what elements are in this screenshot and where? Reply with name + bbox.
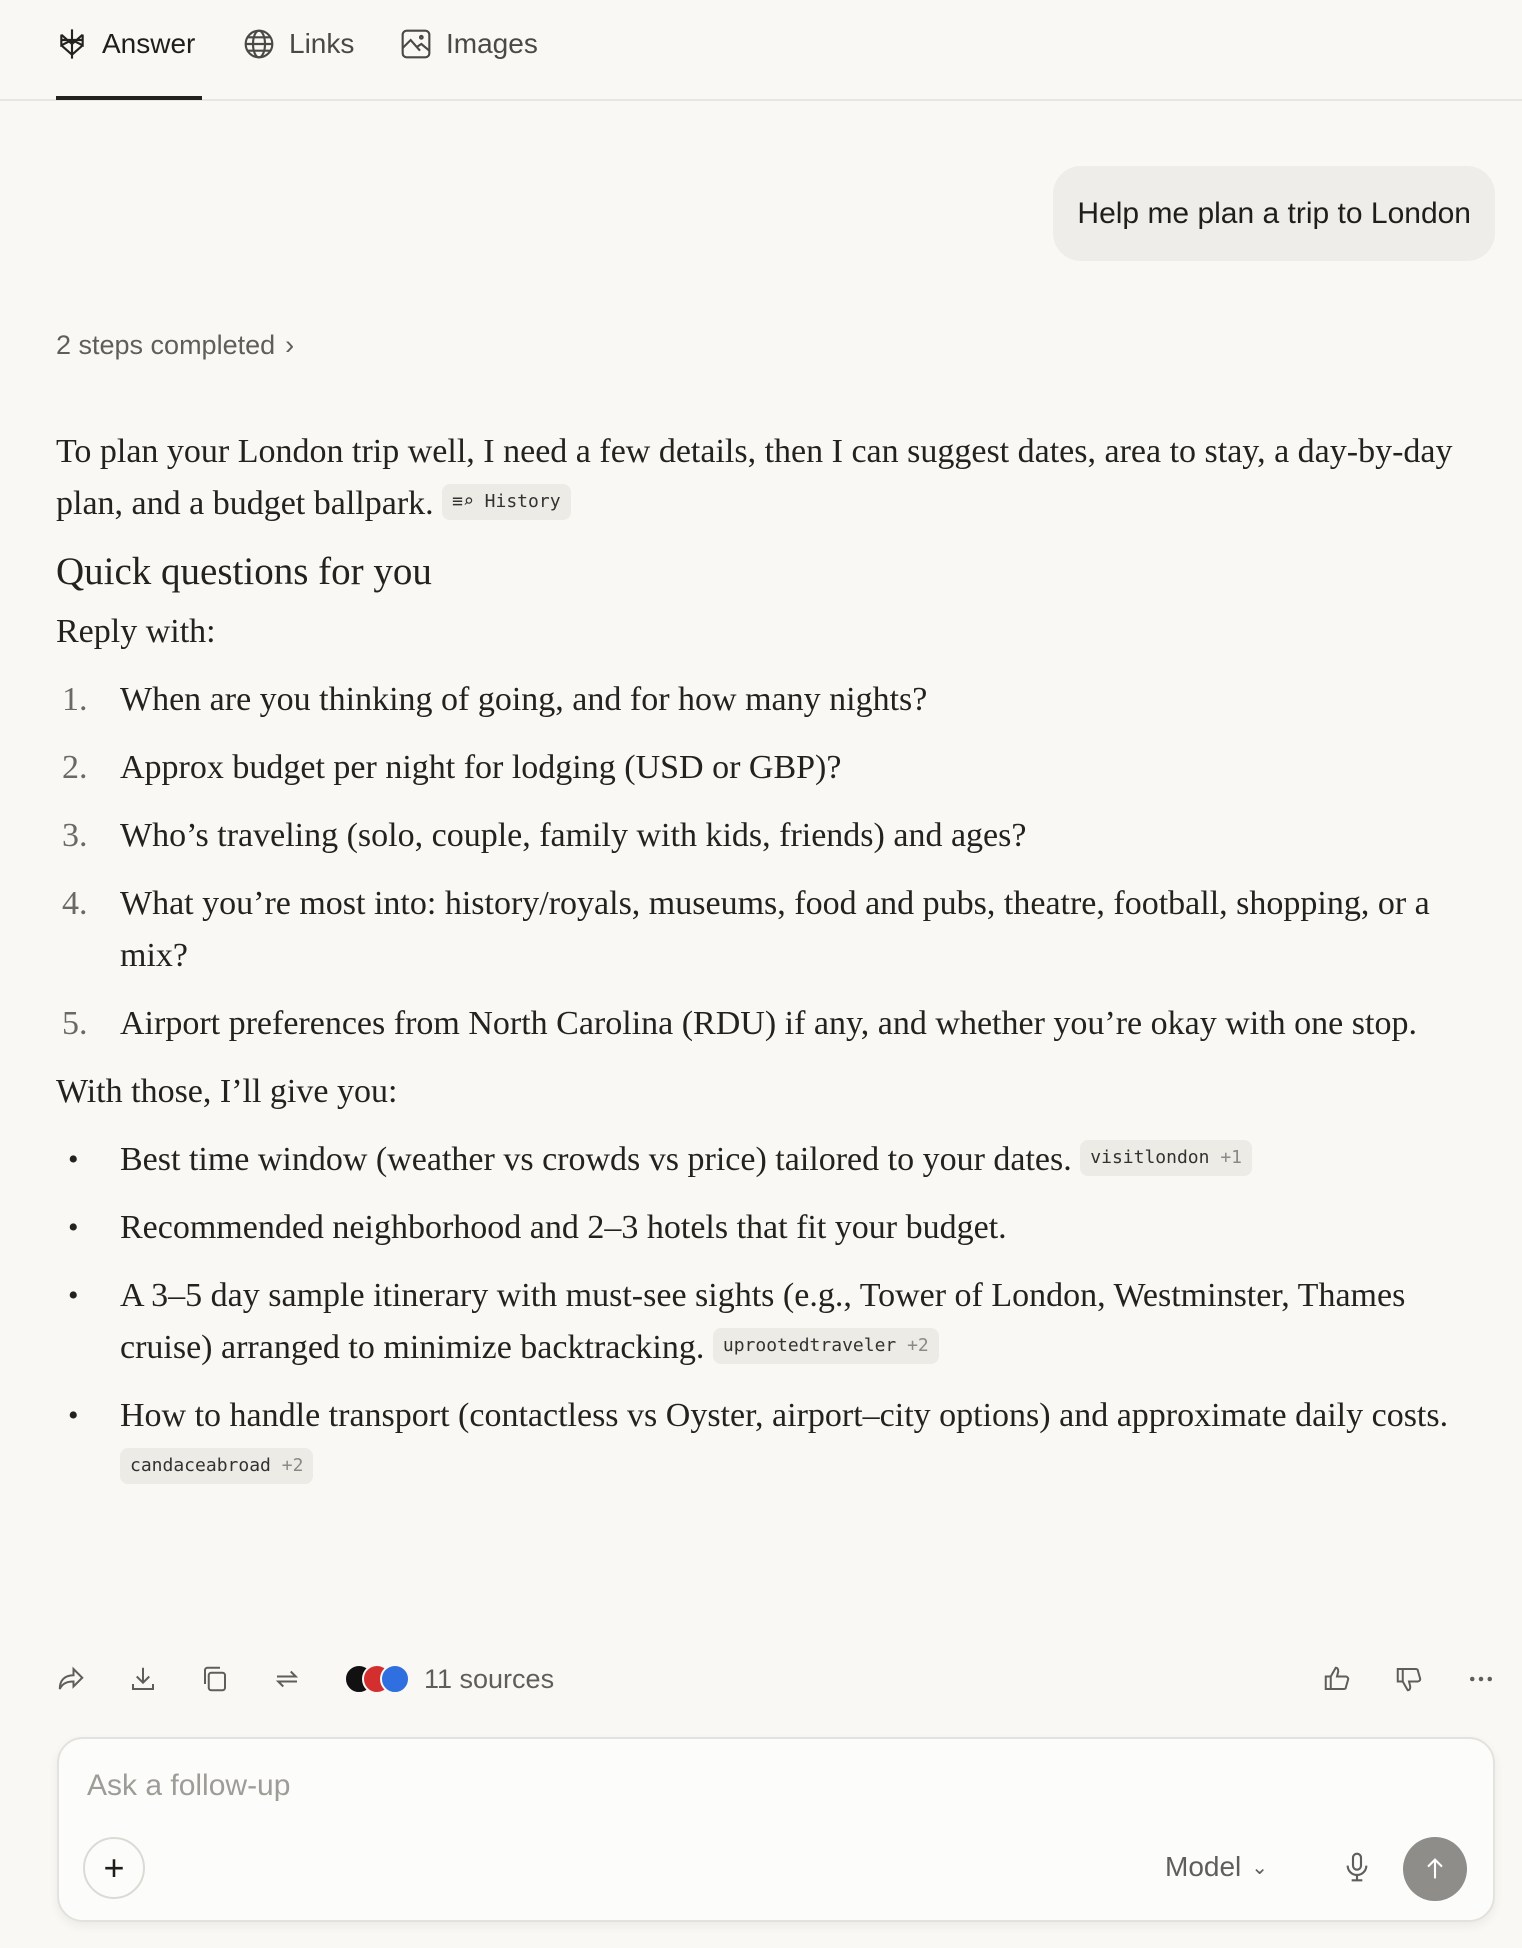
sources-button[interactable] (344, 1664, 554, 1695)
arrow-up-icon (1421, 1855, 1449, 1883)
model-label: Model (1165, 1851, 1242, 1882)
citation-chip[interactable] (1080, 1140, 1252, 1176)
question-item (56, 742, 1496, 794)
bullet-item (56, 1390, 1496, 1494)
answer-content (56, 426, 1496, 1510)
sources-label: 11 sources (424, 1663, 555, 1694)
download-icon[interactable] (128, 1664, 158, 1694)
active-tab-indicator (56, 96, 202, 100)
plus-icon: + (103, 1847, 125, 1888)
deliverables-list (56, 1134, 1496, 1494)
question-item (56, 810, 1496, 862)
bullet-text: Best time window (weather vs crowds vs price) tailored to your dates. (120, 1141, 1072, 1178)
with-those: With those, I’ll give you: (56, 1073, 398, 1110)
question-item (56, 878, 1496, 982)
chip-label: uprootedtraveler (722, 1335, 897, 1357)
answer-toolbar (56, 1656, 1496, 1702)
tab-label: Links (289, 28, 355, 59)
question-text: Who’s traveling (solo, couple, family with kids, friends) and ages? (120, 817, 1027, 854)
thumbs-down-icon[interactable] (1394, 1664, 1424, 1694)
question-text: Approx budget per night for lodging (USD or GBP)? (120, 749, 842, 786)
source-favicons (344, 1664, 398, 1694)
steps-label: 2 steps completed (56, 330, 276, 360)
section-heading: Quick questions for you (56, 550, 432, 593)
bullet-dot: • (68, 1211, 79, 1244)
questions-list (56, 674, 1496, 1050)
chip-label: History (484, 491, 561, 513)
item-number: 3. (62, 817, 88, 854)
attach-button[interactable] (83, 1837, 145, 1899)
bullet-dot: • (68, 1143, 79, 1176)
bullet-text: A 3–5 day sample itinerary with must-see sights (e.g., Tower of London, Westminster, Thames cruise) arranged to minimize backtracking. (120, 1277, 1406, 1366)
source-favicon (380, 1664, 410, 1694)
send-button[interactable] (1403, 1837, 1467, 1901)
tab-links[interactable] (243, 28, 354, 60)
thumbs-up-icon[interactable] (1322, 1664, 1352, 1694)
item-number: 4. (62, 885, 88, 922)
image-icon (400, 28, 432, 60)
user-message: Help me plan a trip to London (1053, 166, 1495, 261)
bullet-text: Recommended neighborhood and 2–3 hotels that fit your budget. (120, 1209, 1007, 1246)
tab-answer[interactable] (56, 28, 195, 60)
question-item (56, 674, 1496, 726)
tab-label: Answer (102, 28, 196, 59)
globe-icon (243, 28, 275, 60)
follow-up-composer (57, 1737, 1495, 1922)
model-selector[interactable] (1165, 1851, 1268, 1883)
chip-count: +1 (1220, 1147, 1243, 1169)
reply-with: Reply with: (56, 613, 216, 650)
question-text: Airport preferences from North Carolina (RDU) if any, and whether you’re okay with one stop. (120, 1005, 1417, 1042)
chip-count: +2 (907, 1335, 929, 1357)
more-options-icon[interactable] (1466, 1664, 1496, 1694)
bullet-item (56, 1270, 1496, 1374)
bullet-item (56, 1202, 1496, 1254)
citation-chip[interactable] (120, 1448, 313, 1484)
bullet-item (56, 1134, 1496, 1186)
chip-label: candaceabroad (130, 1455, 271, 1477)
intro-paragraph (56, 426, 1496, 530)
bullet-text: How to handle transport (contactless vs Oyster, airport–city options) and approximate daily costs. (120, 1397, 1449, 1434)
bullet-dot: • (68, 1279, 79, 1312)
item-number: 1. (62, 681, 88, 718)
chevron-down-icon: ⌄ (1251, 1856, 1269, 1879)
bullet-dot: • (68, 1399, 79, 1432)
perplexity-logo-icon (56, 28, 88, 60)
steps-toggle[interactable] (56, 330, 294, 361)
follow-up-input[interactable]: Ask a follow-up (87, 1769, 291, 1802)
intro-text: To plan your London trip well, I need a few details, then I can suggest dates, area to stay, a day-by-day plan, and a budget ballpark. (56, 433, 1453, 522)
microphone-icon[interactable] (1341, 1849, 1373, 1885)
item-number: 5. (62, 1005, 88, 1042)
tab-images[interactable] (400, 28, 538, 60)
question-item (56, 998, 1496, 1050)
chip-label: visitlondon (1090, 1147, 1210, 1169)
chip-count: +2 (281, 1455, 304, 1477)
rewrite-icon[interactable] (272, 1664, 302, 1694)
copy-icon[interactable] (200, 1664, 230, 1694)
share-icon[interactable] (56, 1664, 86, 1694)
item-number: 2. (62, 749, 88, 786)
citation-chip[interactable]: ≡⌕ History (442, 484, 570, 520)
citation-chip[interactable] (713, 1328, 939, 1364)
question-text: When are you thinking of going, and for how many nights? (120, 681, 928, 718)
tab-bar (0, 0, 1522, 101)
question-text: What you’re most into: history/royals, museums, food and pubs, theatre, football, shopping, or a mix? (120, 885, 1430, 974)
tab-label: Images (446, 28, 538, 59)
chevron-right-icon: › (285, 330, 295, 360)
